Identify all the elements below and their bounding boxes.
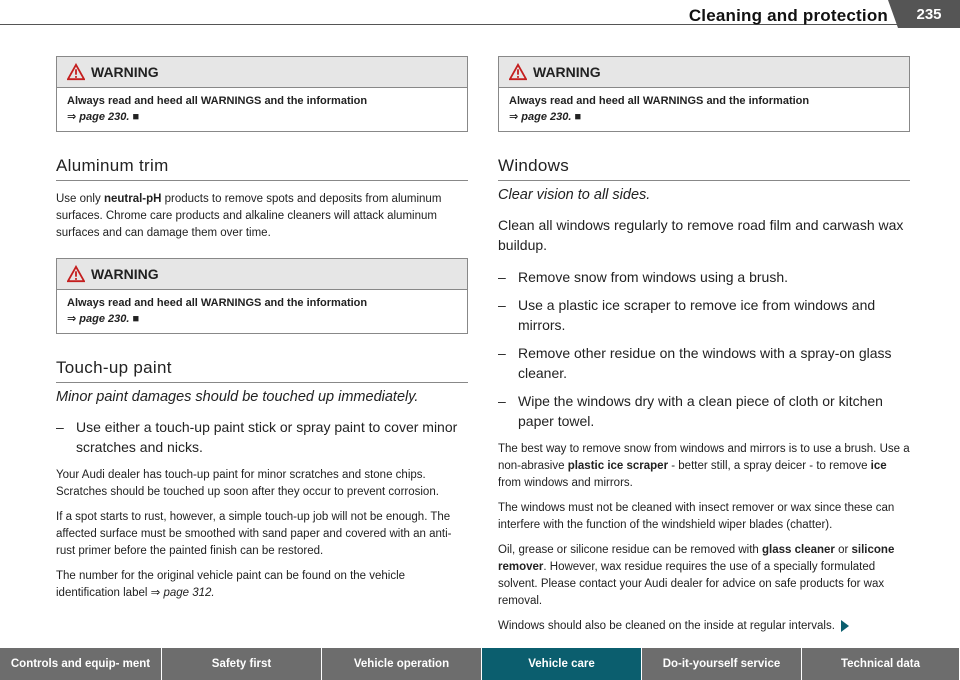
windows-lead: Clear vision to all sides. [498, 187, 651, 203]
list-item: – Remove snow from windows using a brush. [498, 267, 910, 287]
list-item: – Use either a touch-up paint stick or spray paint to cover minor scratches and nicks. [56, 417, 468, 457]
tab-vehicle-operation[interactable]: Vehicle operation [322, 648, 482, 680]
left-column [56, 56, 468, 610]
warning-label: WARNING [91, 64, 159, 80]
warning-box [56, 56, 468, 132]
touch-up-paragraph: Your Audi dealer has touch-up paint for minor scratches and stone chips. Scratches should be touched up soon after they occur to prevent corrosion. [56, 469, 439, 498]
windows-paragraph: The best way to remove snow from windows and mirrors is to use a brush. Use a non-abrasive plastic ice scraper - better still, a spray deicer - to remove ice from windows and mirrors. [498, 443, 910, 489]
warning-body: Always read and heed all WARNINGS and the information [509, 95, 810, 107]
aluminum-paragraph: Use only neutral-pH products to remove spots and deposits from aluminum surfaces. Chrome care products and alkaline cleaners will attack aluminum surfaces and can damage them over time. [56, 193, 442, 239]
warning-label: WARNING [91, 266, 159, 282]
warning-icon [509, 63, 527, 81]
tab-technical-data[interactable]: Technical data [802, 648, 960, 680]
touch-up-paragraph: If a spot starts to rust, however, a simple touch-up job will not be enough. The affected surface must be smoothed with sand paper and covered with an anti-rust primer before the painted finish can be restored. [56, 511, 452, 557]
warning-page-link[interactable]: ⇒ page 230. ■ [67, 111, 140, 123]
tab-safety-first[interactable]: Safety first [162, 648, 322, 680]
touch-up-steps [56, 417, 468, 457]
warning-body: Always read and heed all WARNINGS and the information [67, 297, 368, 309]
warning-label: WARNING [533, 64, 601, 80]
page-number: 235 [898, 0, 960, 28]
page-header-title: Cleaning and protection [688, 6, 888, 25]
windows-steps [498, 267, 910, 431]
footer-nav [0, 648, 960, 680]
tab-vehicle-care[interactable]: Vehicle care [482, 648, 642, 680]
touch-up-lead: Minor paint damages should be touched up immediately. [56, 389, 419, 405]
windows-heading: Windows [498, 156, 910, 181]
windows-paragraph: Oil, grease or silicone residue can be removed with glass cleaner or silicone remover. However, wax residue requires the use of a specially formulated solvent. Please contact your Audi dealer for advice on safe products for wax removal. [498, 544, 895, 607]
continue-arrow-icon [841, 620, 849, 632]
tab-do-it-yourself-service[interactable]: Do-it-yourself service [642, 648, 802, 680]
warning-icon [67, 63, 85, 81]
right-column [498, 56, 910, 643]
warning-icon [67, 265, 85, 283]
touch-up-paragraph: The number for the original vehicle paint can be found on the vehicle identification label ⇒ page 312. [56, 570, 406, 599]
warning-page-link[interactable]: ⇒ page 230. ■ [67, 313, 140, 325]
warning-body: Always read and heed all WARNINGS and the information [67, 95, 368, 107]
list-item: – Wipe the windows dry with a clean piece of cloth or kitchen paper towel. [498, 391, 910, 431]
tab-controls-and-equipment[interactable]: Controls and equip- ment [0, 648, 162, 680]
aluminum-trim-heading: Aluminum trim [56, 156, 468, 181]
page-link[interactable]: page 312. [163, 587, 215, 599]
warning-box [56, 258, 468, 334]
warning-page-link[interactable]: ⇒ page 230. ■ [509, 111, 582, 123]
windows-paragraph: Windows should also be cleaned on the inside at regular intervals. [498, 618, 910, 635]
windows-intro: Clean all windows regularly to remove road film and carwash wax buildup. [498, 217, 904, 253]
warning-box [498, 56, 910, 132]
touch-up-paint-heading: Touch-up paint [56, 358, 468, 383]
windows-paragraph: The windows must not be cleaned with insect remover or wax since these can interfere with the function of the windshield wiper blades (chatter). [498, 502, 895, 531]
list-item: – Use a plastic ice scraper to remove ice from windows and mirrors. [498, 295, 910, 335]
list-item: – Remove other residue on the windows with a spray-on glass cleaner. [498, 343, 910, 383]
